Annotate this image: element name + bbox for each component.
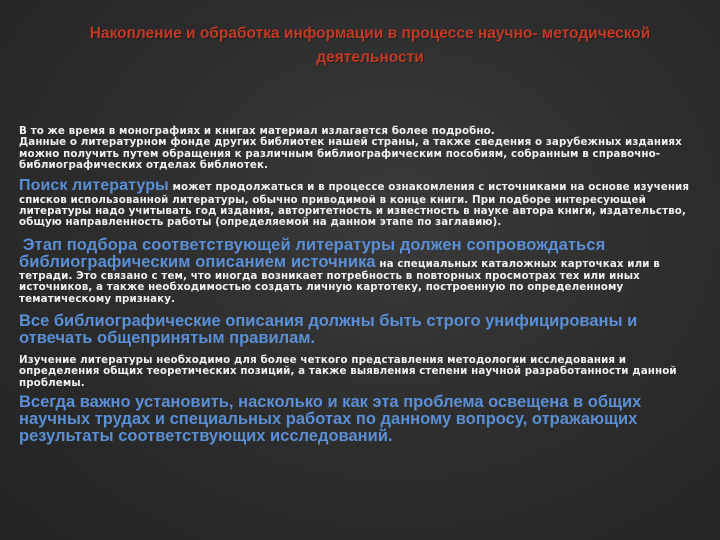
- highlight-selection-stage: Этап подбора соответствующей литературы должен сопровождаться библиографическим описанием источника: [19, 235, 606, 271]
- paragraph-study-literature: Изучение литературы необходимо для более четкого представления методологии исследования и определения общих теоретических позиций, а также выявления степени научной разработанности данной проблемы.: [19, 354, 677, 389]
- paragraph-search: [19, 177, 705, 229]
- paragraph-search-text: может продолжаться и в процессе ознакомления с источниками на основе изучения списков использованной литературы, обычно приводимой в конце книги. При подборе интересующей литературы надо учитывать год издания, авторитетность и известность в науке автора книги, издательство, общую направленность работы (определяемой на данном этапе по заглавию).: [19, 180, 690, 229]
- paragraph-library-funds: Данные о литературном фонде других библиотек нашей страны, а также сведения о зарубежных изданиях можно получить путем обращения к различным библиографическим пособиям, собранным в справочно- библиографических отделах библиотек.: [19, 136, 682, 172]
- paragraph-monographs: В то же время в монографиях и книгах материал излагается более подробно.: [19, 125, 495, 137]
- slide-content: [19, 126, 705, 445]
- paragraph-unified-descriptions: Все библиографические описания должны быть строго унифицированы и отвечать общепринятым правилам.: [19, 312, 638, 348]
- paragraph-importance: Всегда важно установить, насколько и как эта проблема освещена в общих научных трудах и специальных работах по данному вопросу, отражающих результаты соответствующих исследований.: [19, 393, 642, 446]
- slide-title: Накопление и обработка информации в процессе научно- методической деятельности: [89, 25, 651, 66]
- highlight-search-literature: Поиск литературы: [19, 176, 169, 194]
- paragraph-selection-text: на специальных каталожных карточках или в тетради. Это связано с тем, что иногда возникает потребность в повторных просмотрах тех или иных источников, а также необходимостью создать личную картотеку, построенную по определенному тематическому признаку.: [19, 257, 660, 305]
- paragraph-selection: [19, 237, 705, 305]
